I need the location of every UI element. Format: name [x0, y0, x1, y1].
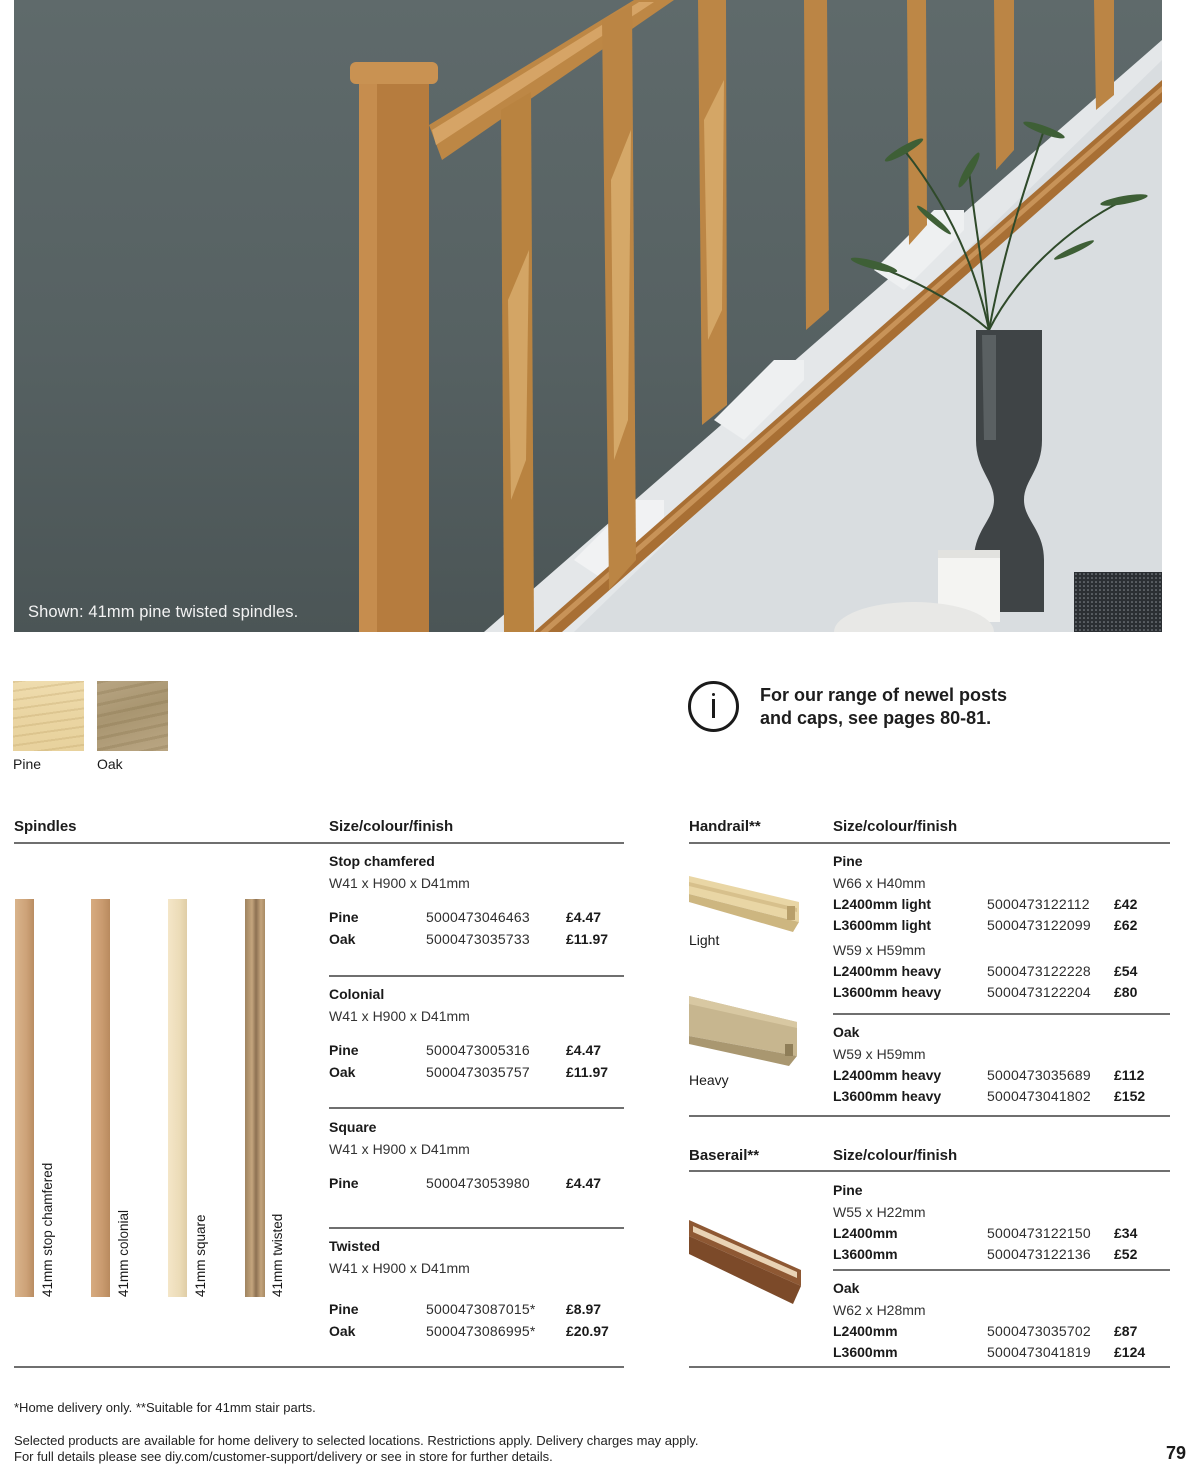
product-name: Stop chamfered [329, 853, 435, 869]
product-code: 5000473122228 [987, 963, 1091, 979]
handrail-heavy-image [689, 996, 799, 1068]
spindle-label: 41mm stop chamfered [40, 1162, 55, 1297]
product-colonial [329, 984, 624, 1083]
price: £11.97 [566, 1063, 609, 1080]
product-code: 5000473005316 [426, 1042, 530, 1058]
oak-swatch-chip [97, 681, 168, 751]
price: £4.47 [566, 1175, 602, 1191]
divider [689, 1115, 1170, 1117]
divider [689, 842, 1170, 844]
product-dims: W59 x H59mm [833, 942, 926, 958]
staircase-illustration [14, 0, 1162, 632]
info-line-1: For our range of newel posts [760, 685, 1008, 705]
photo-caption: Shown: 41mm pine twisted spindles. [28, 603, 299, 621]
spindle-image-twisted [245, 899, 265, 1297]
disclaimer-line-1: Selected products are available for home delivery to selected locations. Restrictions apply. Delivery charges may apply. [14, 1433, 699, 1448]
finish: Oak [329, 930, 356, 947]
swatch-label: Oak [97, 756, 123, 772]
finish: Oak [329, 1063, 356, 1080]
product-dims: W41 x H900 x D41mm [329, 1141, 470, 1157]
handrail-light-image [689, 872, 799, 934]
finish-swatches [13, 681, 168, 772]
price: £62 [1114, 917, 1138, 933]
product-row [329, 1173, 624, 1195]
product-code: 5000473122136 [987, 1246, 1091, 1262]
spindles-column-heading: Size/colour/finish [329, 818, 454, 835]
product-code: 5000473041802 [987, 1088, 1091, 1104]
swatch-oak [97, 681, 168, 772]
finish: Pine [329, 1301, 359, 1317]
product-twisted [329, 1236, 624, 1342]
length: L2400mm light [833, 896, 932, 912]
product-row [833, 961, 1170, 982]
spindle-image-stop-chamfered [15, 899, 34, 1297]
finish: Oak [329, 1322, 356, 1339]
length: L3600mm heavy [833, 1088, 942, 1104]
product-code: 5000473087015* [426, 1301, 536, 1317]
product-code: 5000473035702 [987, 1323, 1091, 1339]
handrail-oak [833, 1022, 1170, 1107]
product-row [833, 1065, 1170, 1086]
material-name: Pine [833, 1182, 863, 1198]
product-row [833, 1086, 1170, 1107]
handrail-heading: Handrail** [689, 818, 761, 835]
info-callout [688, 681, 1007, 732]
pine-swatch-chip [13, 681, 84, 751]
product-code: 5000473086995* [426, 1322, 536, 1339]
product-row [833, 915, 1170, 936]
product-code: 5000473053980 [426, 1175, 530, 1191]
product-row [329, 1040, 624, 1062]
product-row [833, 1342, 1170, 1363]
product-code: 5000473035757 [426, 1063, 530, 1080]
product-code: 5000473122150 [987, 1225, 1091, 1241]
finish: Pine [329, 1175, 359, 1191]
swatch-pine [13, 681, 84, 772]
product-code: 5000473035689 [987, 1067, 1091, 1083]
product-dims: W41 x H900 x D41mm [329, 1008, 470, 1024]
product-row [833, 1321, 1170, 1342]
footnote: *Home delivery only. **Suitable for 41mm stair parts. [14, 1400, 316, 1415]
product-row [329, 1062, 624, 1084]
product-row [329, 1299, 624, 1321]
price: £87 [1114, 1323, 1138, 1339]
price: £4.47 [566, 1042, 602, 1058]
product-dims: W55 x H22mm [833, 1204, 926, 1220]
handrail-pine [833, 851, 1170, 1003]
divider [329, 975, 624, 977]
product-dims: W41 x H900 x D41mm [329, 875, 470, 891]
swatch-label: Pine [13, 756, 42, 772]
price: £80 [1114, 984, 1138, 1000]
info-text [760, 684, 1007, 729]
baserail-column-heading: Size/colour/finish [833, 1147, 958, 1164]
product-row [329, 929, 624, 951]
baserail-pine [833, 1180, 1170, 1265]
divider [689, 1366, 1170, 1368]
divider [329, 1107, 624, 1109]
product-dims: W66 x H40mm [833, 875, 926, 891]
product-row [833, 894, 1170, 915]
baserail-oak [833, 1278, 1170, 1363]
product-code: 5000473122099 [987, 917, 1091, 933]
handrail-label-light: Light [689, 932, 720, 948]
product-stop-chamfered [329, 851, 624, 950]
handrail-label-heavy: Heavy [689, 1072, 729, 1088]
price: £4.47 [566, 909, 602, 925]
length: L2400mm heavy [833, 963, 942, 979]
spindle-image-colonial [91, 899, 110, 1297]
price: £8.97 [566, 1301, 602, 1317]
hero-photo [14, 0, 1162, 632]
page-number: 79 [1165, 1443, 1186, 1463]
finish: Pine [329, 1042, 359, 1058]
length: L3600mm [833, 1344, 898, 1360]
material-name: Oak [833, 1024, 860, 1040]
price: £42 [1114, 896, 1138, 912]
price: £152 [1114, 1088, 1146, 1104]
product-name: Colonial [329, 986, 385, 1002]
product-name: Twisted [329, 1238, 381, 1254]
length: L3600mm light [833, 917, 932, 933]
product-dims: W59 x H59mm [833, 1046, 926, 1062]
length: L2400mm [833, 1323, 898, 1339]
price: £124 [1114, 1344, 1146, 1360]
product-code: 5000473035733 [426, 930, 530, 947]
product-code: 5000473122204 [987, 984, 1091, 1000]
length: L3600mm [833, 1246, 898, 1262]
divider [833, 1013, 1170, 1015]
product-dims: W62 x H28mm [833, 1302, 926, 1318]
handrail-column-heading: Size/colour/finish [833, 818, 958, 835]
product-row [329, 1321, 624, 1343]
spindle-label: 41mm colonial [116, 1209, 131, 1297]
baserail-heading: Baserail** [689, 1147, 760, 1164]
divider [833, 1269, 1170, 1271]
material-name: Oak [833, 1280, 860, 1296]
length: L3600mm heavy [833, 984, 942, 1000]
spindle-label: 41mm square [193, 1214, 208, 1297]
product-row [833, 982, 1170, 1003]
length: L2400mm heavy [833, 1067, 942, 1083]
price: £20.97 [566, 1322, 609, 1339]
info-icon [688, 681, 739, 732]
divider [14, 842, 624, 844]
price: £112 [1114, 1067, 1145, 1083]
finish: Pine [329, 909, 359, 925]
length: L2400mm [833, 1225, 898, 1241]
product-name: Square [329, 1119, 377, 1135]
material-name: Pine [833, 853, 863, 869]
price: £52 [1114, 1246, 1138, 1262]
product-dims: W41 x H900 x D41mm [329, 1260, 470, 1276]
divider [689, 1170, 1170, 1172]
product-row [833, 1223, 1170, 1244]
divider [14, 1366, 624, 1368]
product-row [833, 1244, 1170, 1265]
product-row [329, 907, 624, 929]
price: £34 [1114, 1225, 1138, 1241]
spindle-image-square [168, 899, 187, 1297]
disclaimer-line-2: For full details please see diy.com/customer-support/delivery or see in store for further details. [14, 1448, 553, 1464]
spindles-heading: Spindles [14, 818, 77, 835]
product-square [329, 1117, 624, 1195]
spindle-label: 41mm twisted [270, 1213, 285, 1297]
product-code: 5000473041819 [987, 1344, 1091, 1360]
baserail-image [689, 1220, 801, 1306]
divider [329, 1227, 624, 1229]
price: £54 [1114, 963, 1138, 979]
delivery-disclaimer [14, 1433, 699, 1464]
product-code: 5000473122112 [987, 896, 1090, 912]
price: £11.97 [566, 930, 609, 947]
product-code: 5000473046463 [426, 909, 530, 925]
info-line-2: and caps, see pages 80-81. [760, 707, 992, 728]
